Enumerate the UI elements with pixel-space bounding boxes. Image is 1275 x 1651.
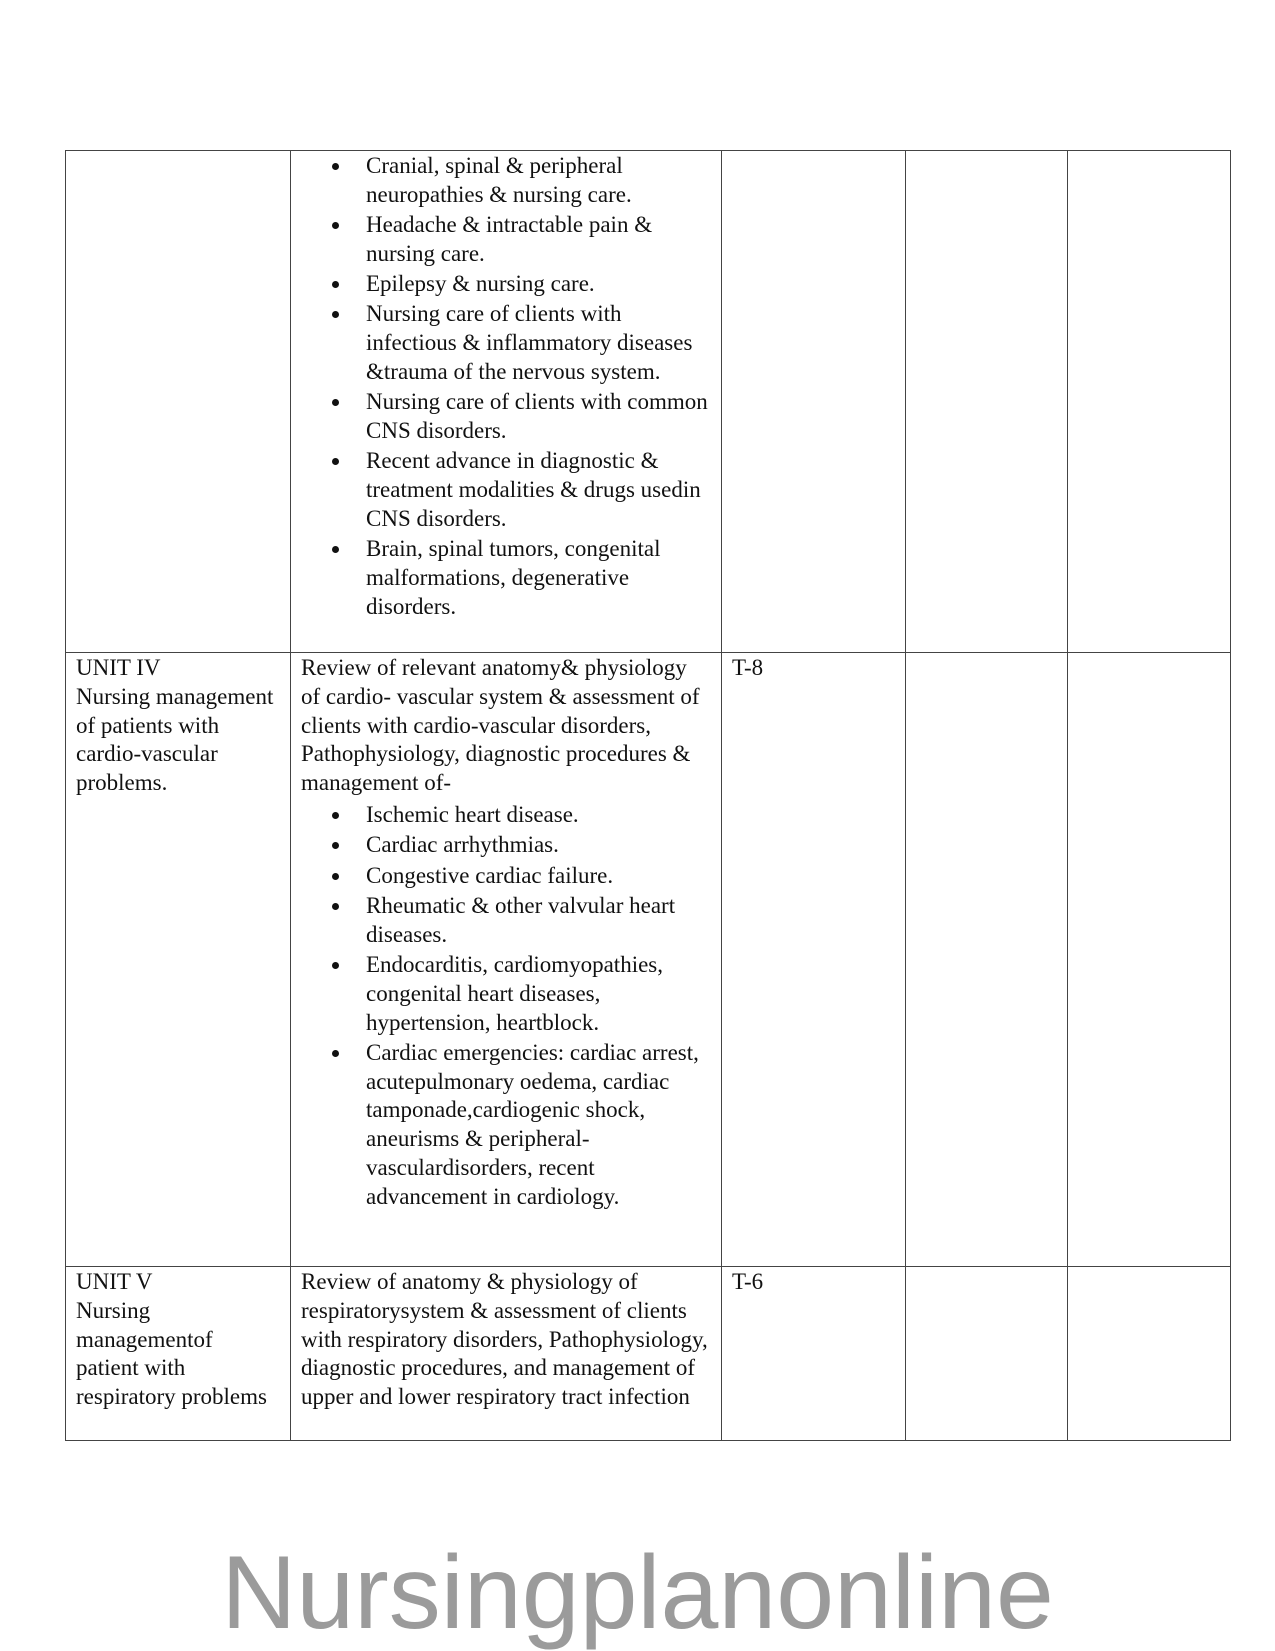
table-row [66,653,1231,1267]
time-value: T-8 [732,655,764,680]
empty-cell [906,653,1068,1267]
unit-cell [66,1267,291,1441]
list-item: Nursing care of clients with common CNS disorders. [366,388,711,446]
empty-cell [1068,151,1231,653]
unit-number: UNIT IV [76,655,161,680]
syllabus-table [65,150,1231,1441]
list-item: Brain, spinal tumors, congenital malformations, degenerative disorders. [366,535,711,621]
list-item: Recent advance in diagnostic & treatment modalities & drugs usedin CNS disorders. [366,447,711,533]
content-cell [291,653,722,1267]
unit-number: UNIT V [76,1269,153,1294]
watermark-text: Nursingplanonline [221,1535,1054,1651]
unit-cell [66,151,291,653]
list-item: Ischemic heart disease. [366,801,711,830]
list-item: Cranial, spinal & peripheral neuropathies & nursing care. [366,152,711,210]
time-cell [722,1267,906,1441]
topic-list [301,152,711,622]
list-item: Endocarditis, cardiomyopathies, congenital heart diseases, hypertension, heartblock. [366,951,711,1037]
empty-cell [906,1267,1068,1441]
list-item: Cardiac arrhythmias. [366,831,711,860]
content-cell [291,151,722,653]
list-item: Rheumatic & other valvular heart diseases. [366,892,711,950]
time-value: T-6 [732,1269,764,1294]
table-row [66,151,1231,653]
unit-title: Nursing management of patients with cardio-vascular problems. [76,683,274,796]
empty-cell [906,151,1068,653]
time-cell [722,151,906,653]
table-row [66,1267,1231,1441]
list-item: Headache & intractable pain & nursing care. [366,211,711,269]
empty-cell [1068,653,1231,1267]
list-item: Congestive cardiac failure. [366,862,711,891]
unit-cell [66,653,291,1267]
content-intro: Review of relevant anatomy& physiology of cardio- vascular system & assessment of clients with cardio-vascular disorders, Pathophysiology, diagnostic procedures & management of- [301,655,700,796]
list-item: Nursing care of clients with infectious & inflammatory diseases &trauma of the nervous system. [366,300,711,386]
list-item: Epilepsy & nursing care. [366,270,711,299]
empty-cell [1068,1267,1231,1441]
content-intro: Review of anatomy & physiology of respiratorysystem & assessment of clients with respiratory disorders, Pathophysiology, diagnostic procedures, and management of upper and lower respiratory tract infection [301,1269,708,1410]
topic-list [301,801,711,1212]
unit-title: Nursing managementof patient with respiratory problems [76,1297,267,1410]
content-cell [291,1267,722,1441]
time-cell [722,653,906,1267]
list-item: Cardiac emergencies: cardiac arrest, acutepulmonary oedema, cardiac tamponade,cardiogenic shock, aneurisms & peripheral-vasculardisorders, recent advancement in cardiology. [366,1039,711,1212]
